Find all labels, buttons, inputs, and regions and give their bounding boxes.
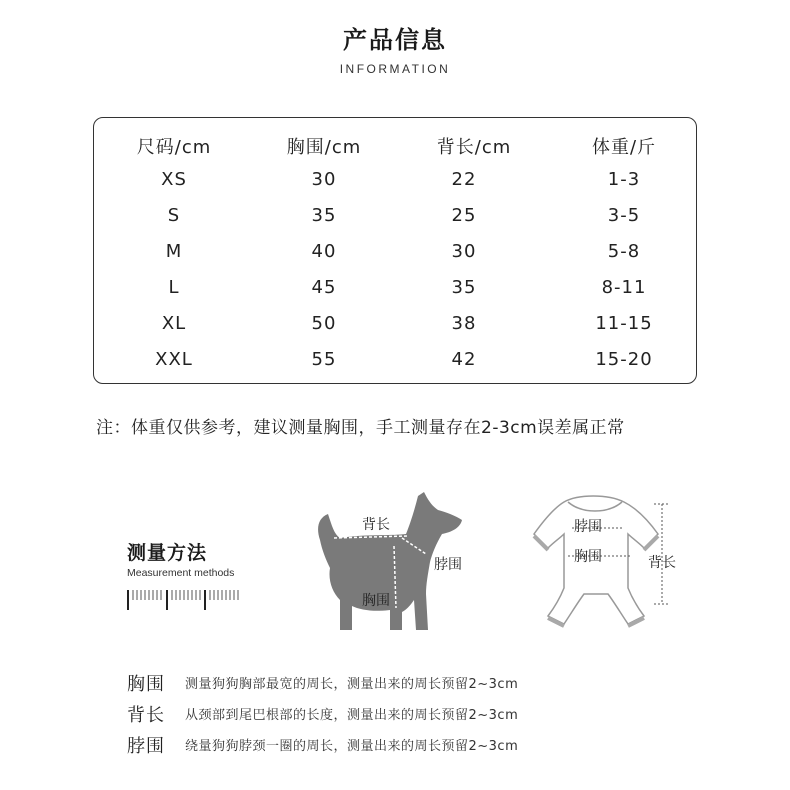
description-term: 背长 [127,705,165,726]
table-header-weight: 体重/斤 [591,137,657,158]
table-cell: M [165,241,183,262]
page-subtitle: INFORMATION [339,62,451,76]
description-text: 测量狗狗胸部最宽的周长，测量出来的周长预留2~3cm [185,677,519,692]
description-row-chest [127,670,518,696]
table-cell: 15-20 [595,349,653,370]
dog-back-label: 背长 [362,517,390,533]
table-cell: 8-11 [601,277,647,298]
table-cell: XL [161,313,187,334]
description-text: 从颈部到尾巴根部的长度，测量出来的周长预留2~3cm [185,708,519,723]
clothes-neck-label: 脖围 [574,519,602,535]
table-cell: 30 [451,241,477,262]
clothes-back-label: 背长 [648,555,676,571]
table-header-back: 背长/cm [436,137,512,158]
description-term: 胸围 [127,674,165,695]
table-cell: 55 [311,349,337,370]
table-header-chest: 胸围/cm [286,137,362,158]
table-cell: 35 [311,205,337,226]
description-text: 绕量狗狗脖颈一圈的周长，测量出来的周长预留2~3cm [185,739,519,754]
method-title: 测量方法 [127,542,208,564]
table-cell: XXL [155,349,193,370]
dog-neck-label: 脖围 [434,557,462,573]
clothes-chest-label: 胸围 [574,549,602,565]
table-cell: 40 [311,241,337,262]
description-term: 脖围 [127,736,165,757]
table-cell: 35 [451,277,477,298]
table-cell: 38 [451,313,477,334]
table-cell: L [168,277,180,298]
table-cell: 1-3 [607,169,641,190]
size-table [93,117,697,384]
method-subtitle: Measurement methods [127,567,235,579]
table-cell: 25 [451,205,477,226]
table-cell: 5-8 [607,241,641,262]
table-cell: 42 [451,349,477,370]
page-title: 产品信息 [343,26,447,54]
table-cell: 3-5 [607,205,641,226]
table-cell: S [167,205,181,226]
table-cell: 22 [451,169,477,190]
dog-chest-label: 胸围 [362,593,390,609]
description-row-neck [127,732,518,758]
table-cell: XS [161,169,187,190]
table-cell: 11-15 [595,313,653,334]
table-cell: 50 [311,313,337,334]
ruler-icon [127,588,243,612]
table-header-size: 尺码/cm [136,137,212,158]
table-cell: 30 [311,169,337,190]
description-row-back [127,701,518,727]
measurement-note: 注：体重仅供参考，建议测量胸围，手工测量存在2-3cm误差属正常 [96,418,625,438]
table-cell: 45 [311,277,337,298]
